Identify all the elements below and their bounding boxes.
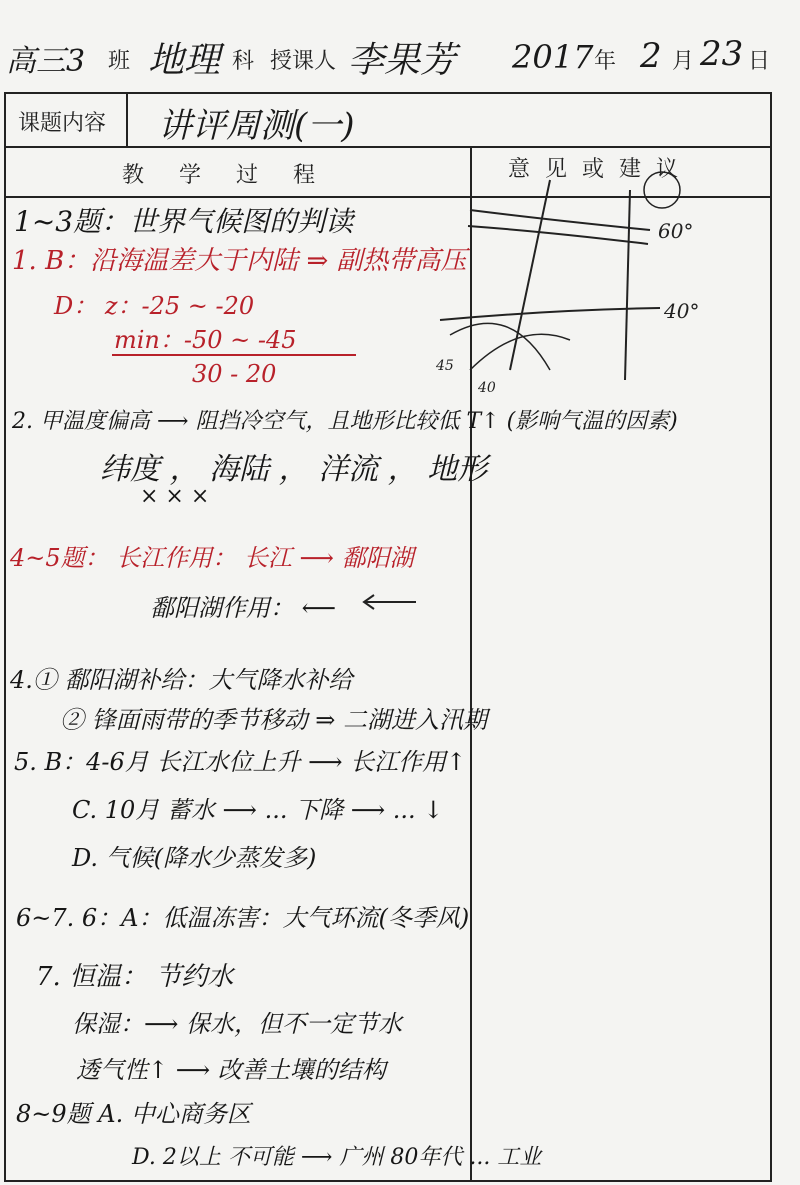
- class-label: 班: [108, 49, 131, 74]
- month-value: 2: [640, 36, 662, 76]
- subject-value: 地理: [148, 40, 221, 81]
- topic-value: 讲评周测(一): [158, 106, 355, 146]
- note-line: 透气性↑ ⟶ 改善土壤的结构: [76, 1056, 386, 1084]
- note-line: 6~7. 6：A：低温冻害：大气环流(冬季风): [16, 904, 470, 932]
- row-divider-topic: [4, 146, 772, 148]
- note-line: D. 气候(降水少蒸发多): [72, 844, 317, 872]
- process-label: 教 学 过 程: [122, 163, 329, 188]
- isotherm-sketch: [430, 170, 720, 420]
- topic-divider: [126, 92, 128, 146]
- note-line: 1~3题：世界气候图的判读: [14, 205, 354, 238]
- advice-label: 意 见 或 建 议: [508, 157, 682, 182]
- calc-underline: [110, 352, 360, 358]
- day-label: 日: [748, 49, 771, 74]
- sketch-label: 45: [436, 358, 454, 374]
- note-line: D： z：-25 ~ -20: [54, 292, 255, 320]
- note-line: C. 10月 蓄水 ⟶ ... 下降 ⟶ ... ↓: [72, 796, 444, 824]
- year-label: 年: [594, 49, 617, 74]
- note-line: 4.① 鄱阳湖补给：大气降水补给: [10, 666, 353, 694]
- note-line: min：-50 ~ -45: [114, 326, 297, 354]
- note-line: 保湿：⟶ 保水，但不一定节水: [72, 1010, 403, 1038]
- note-line: D. 2以上 不可能 ⟶ 广州 80年代 ... 工业: [132, 1145, 542, 1170]
- note-line: 30 - 20: [192, 360, 277, 388]
- topic-label: 课题内容: [18, 111, 107, 136]
- day-value: 23: [700, 34, 744, 74]
- note-line: 8~9题 A. 中心商务区: [16, 1100, 251, 1128]
- sketch-label: 40: [478, 380, 496, 396]
- grade-value: 高三3: [6, 44, 86, 79]
- note-line: 7. 恒温： 节约水: [36, 962, 234, 992]
- note-line: × × ×: [140, 484, 210, 509]
- header-line: [0, 30, 800, 90]
- month-label: 月: [672, 49, 695, 74]
- note-line: 4~5题： 长江作用： 长江 ⟶ 鄱阳湖: [10, 544, 414, 572]
- note-line: 5. B：4-6月 长江水位上升 ⟶ 长江作用↑: [14, 748, 467, 776]
- note-line: 2. 甲温度偏高 ⟶ 阻挡冷空气，且地形比较低 T↑ (影响气温的因素): [12, 409, 678, 434]
- year-value: 2017: [512, 38, 594, 76]
- subject-label: 科: [232, 49, 255, 74]
- note-line: 鄱阳湖作用： ⟵: [150, 594, 337, 622]
- note-line: ② 锋面雨带的季节移动 ⇒ 二湖进入汛期: [60, 706, 487, 734]
- sketch-label: 40°: [664, 299, 700, 323]
- sketch-label: 60°: [658, 219, 694, 243]
- teacher-label: 授课人: [270, 49, 337, 74]
- note-line: 1. B：沿海温差大于内陆 ⇒ 副热带高压: [12, 246, 467, 276]
- note-line: 纬度 ， 海陆 ， 洋流 ， 地形: [100, 452, 488, 487]
- arrow-icon: [360, 592, 420, 612]
- teacher-name: 李果芳: [348, 40, 457, 81]
